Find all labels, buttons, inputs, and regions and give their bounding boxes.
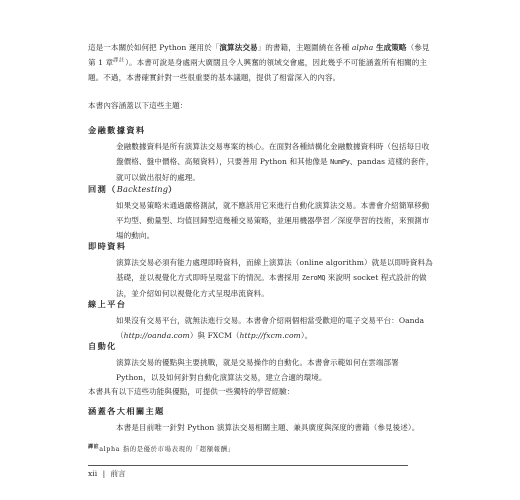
footer-separator: | <box>102 469 106 478</box>
section-title-online-platforms: 線上平台 <box>88 299 127 309</box>
section-title-financial-data: 金融數據資料 <box>88 125 146 135</box>
section-body-realtime-data <box>116 255 436 301</box>
body-text: 、pandas 這樣的套件，就可以做出很好的處理。 <box>116 157 434 182</box>
code-zeromq: ZeroMQ <box>301 274 326 282</box>
title-english: Backtesting <box>116 184 169 194</box>
intro-text: ）。本書可說是身處兩大廣闊且令人興奮的領域交會處，因此幾乎不可能涵蓋所有相關的主題。不過，本書確實針對一些很重要的基本議題，提供了相當深入的內容。 <box>88 58 428 82</box>
footnote <box>88 444 436 454</box>
footnote-text: alpha 指的是優於市場表現的「超額報酬」 <box>99 445 235 453</box>
section-title-realtime-data: 即時資料 <box>88 241 127 251</box>
section-body-financial-data <box>116 139 436 185</box>
title-text: ） <box>168 184 178 194</box>
section-body-automation: 演算法交易的優點與主要挑戰，就是交易操作的自動化。本書會示範如何在雲端部署 Python，以及如何針對自動化演算法交易，建立合適的環境。 <box>116 358 399 382</box>
title-text: 回測（ <box>88 184 117 194</box>
page-number: xii <box>88 469 98 478</box>
benefits-intro: 本書具有以下這些功能與優點，可提供一些獨特的學習經驗： <box>88 387 295 396</box>
intro-paragraph <box>88 40 436 85</box>
body-text: 演算法交易必須有能力處理即時資料，而線上演算法（online algorithm）就是以即時資料為基礎，並以視覺化方式即時呈現當下的情況。本書採用 <box>116 258 433 282</box>
code-numpy: NumPy <box>330 158 350 166</box>
intro-emphasis: 演算法交易 <box>219 43 258 52</box>
body-text: 來說明 socket 程式設計的做法，並介紹如何以視覺化方式呈現串流資料。 <box>116 273 427 298</box>
footnote-ref: 譯註 <box>113 57 126 64</box>
oanda-link[interactable]: http://oanda.com <box>123 331 190 340</box>
intro-text: 」的書籍，主題圍繞在各種 <box>257 43 352 52</box>
footer-rule <box>88 465 408 466</box>
body-text: ）與 FXCM（ <box>189 331 240 340</box>
section-body-backtesting: 如果交易策略未通過嚴格測試，就不應該用它來進行自動化演算法交易。本書會介紹簡單移動平均型、動量型、均值回歸型這幾種交易策略，並運用機器學習／深度學習的技術，來預測市場的動向。 <box>116 201 430 240</box>
body-text: ）。 <box>300 331 313 340</box>
intro-emphasis: 生成策略 <box>373 43 407 52</box>
benefit-title-coverage: 涵蓋各大相關主題 <box>88 406 165 416</box>
section-body-online-platforms <box>116 313 436 343</box>
intro-alpha: alpha <box>351 43 374 52</box>
topics-intro: 本書內容涵蓋以下這些主題： <box>88 101 188 110</box>
intro-text: 這是一本關於如何把 Python 運用於「 <box>88 43 220 52</box>
benefit-body-coverage: 本書是目前唯一針對 Python 演算法交易相關主題、兼具廣度與深度的書籍（參見後述）。 <box>116 423 420 432</box>
section-title-backtesting <box>88 183 436 195</box>
body-text: 金融數據資料是所有演算法交易專案的核心。在面對各種結構化金融數據資料時（包括每日收盤價格、盤中價格、高頻資料），只要善用 Python 和其他像是 <box>116 142 430 166</box>
body-text: 如果沒有交易平台，就無法進行交易。本書會介紹兩個相當受歡迎的電子交易平台：Oanda（ <box>116 316 425 340</box>
page-footer <box>88 468 126 480</box>
section-title-automation: 自動化 <box>88 341 117 351</box>
intro-text: （參見第 1 章 <box>88 43 430 67</box>
fxcm-link[interactable]: http://fxcm.com <box>239 331 301 340</box>
footnote-mark: 譯註 <box>88 443 100 450</box>
footer-label: 前言 <box>110 469 126 478</box>
